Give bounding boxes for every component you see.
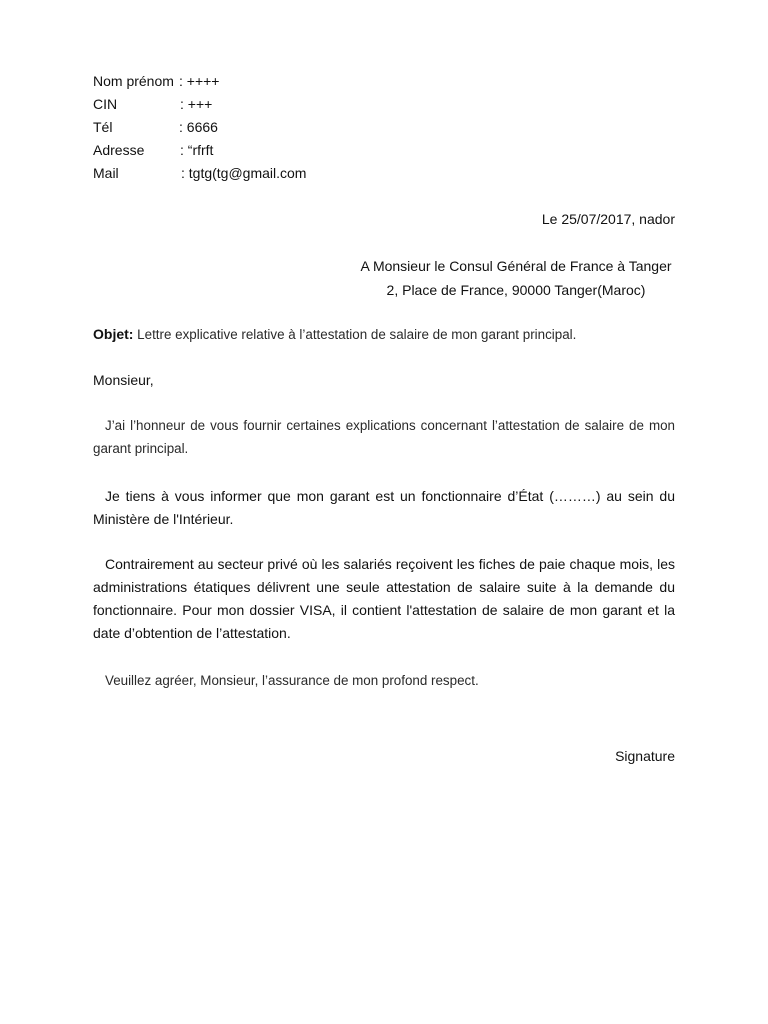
sender-name-row	[93, 70, 306, 93]
salutation: Monsieur,	[93, 372, 154, 388]
paragraph-3-text: Contrairement au secteur privé où les salariés reçoivent les fiches de paie chaque mois, les administrations étatiques délivrent une seule attestation de salaire suite à la demande du fonctionnaire. Pour mon dossier VISA, il contient l'attestation de salaire de mon garant et la date d’obtention de l’attestation.	[93, 556, 675, 641]
sender-mail-label: Mail	[93, 165, 119, 181]
sender-address-label: Adresse	[93, 142, 145, 158]
paragraph-3	[93, 553, 675, 645]
paragraph-4	[93, 669, 675, 692]
subject-label: Objet:	[93, 326, 134, 342]
sender-address-value: : “rfrft	[180, 142, 214, 158]
closing-text: Veuillez agréer, Monsieur, l’assurance de mon profond respect.	[105, 673, 479, 688]
subject-text: Lettre explicative relative à l’attestation de salaire de mon garant principal.	[133, 327, 577, 342]
recipient-line-2: 2, Place de France, 90000 Tanger(Maroc)	[386, 282, 646, 298]
sender-cin-label: CIN	[93, 96, 118, 112]
sender-address-row	[93, 139, 306, 162]
sender-name-value: : ++++	[179, 73, 220, 89]
sender-name-label: Nom prénom	[93, 73, 178, 89]
sender-info	[93, 70, 306, 185]
sender-phone-value: : 6666	[179, 119, 218, 135]
sender-cin-row	[93, 93, 306, 116]
recipient-block	[340, 254, 692, 302]
signature-label: Signature	[615, 748, 675, 764]
paragraph-1	[93, 414, 675, 460]
date-line: Le 25/07/2017, nador	[541, 211, 675, 227]
sender-cin-value: : +++	[180, 96, 213, 112]
paragraph-2-text: Je tiens à vous informer que mon garant est un fonctionnaire d’État (………) au sein du Ministère de l'Intérieur.	[93, 488, 675, 527]
subject-line	[93, 324, 576, 345]
sender-phone-row	[93, 116, 306, 139]
sender-mail-row	[93, 162, 306, 185]
recipient-line-1: A Monsieur le Consul Général de France à Tanger	[360, 258, 672, 274]
sender-mail-value: : tgtg(tg@gmail.com	[181, 165, 307, 181]
paragraph-1-text: J’ai l’honneur de vous fournir certaines explications concernant l’attestation de salaire de mon garant principal.	[93, 418, 675, 456]
paragraph-2	[93, 485, 675, 531]
sender-phone-label: Tél	[93, 119, 113, 135]
